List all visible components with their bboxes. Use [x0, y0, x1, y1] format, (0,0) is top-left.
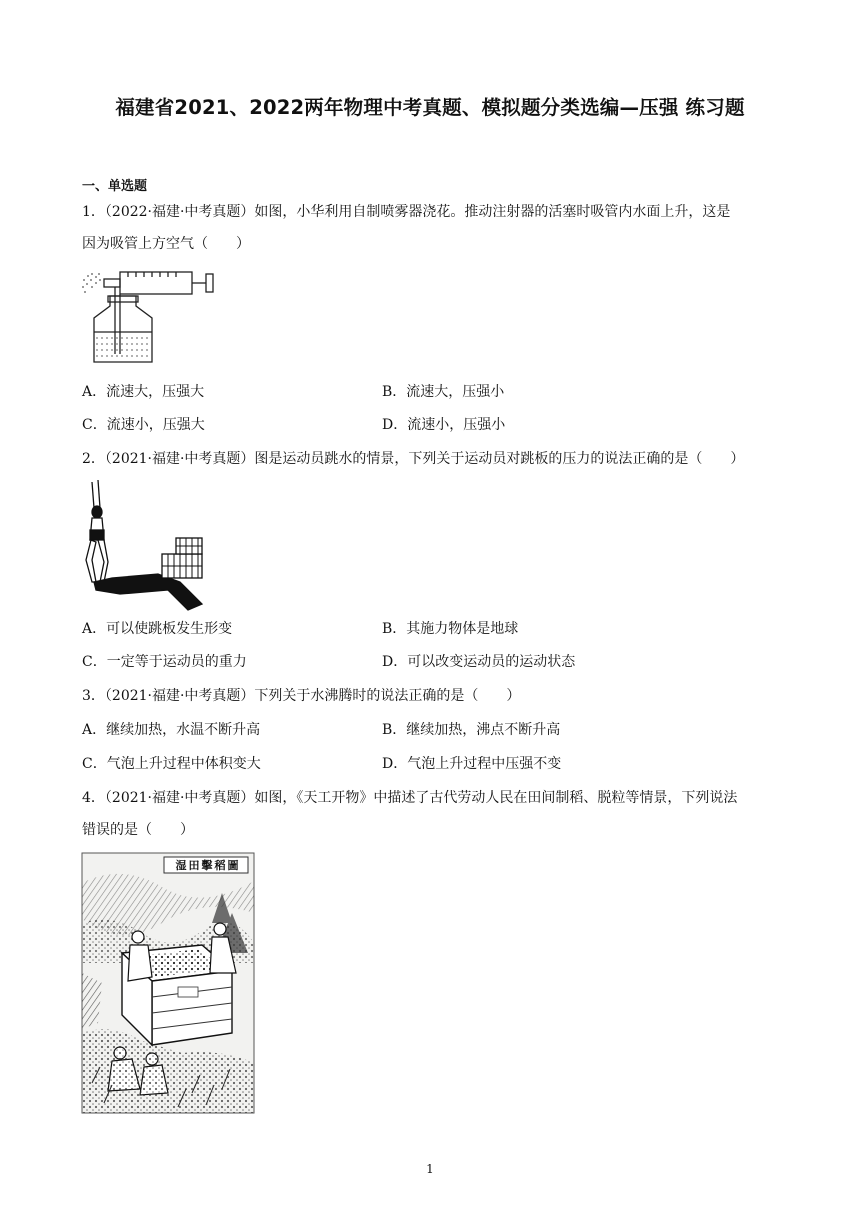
- q1-option-a: A．流速大，压强大: [82, 384, 205, 400]
- tiangong-kaiwu-illustration: [82, 853, 254, 1113]
- illustration-caption: 湿田擊稻圖: [175, 859, 241, 872]
- q2-option-c: C．一定等于运动员的重力: [82, 654, 247, 670]
- q4-stem-line2: 错误的是（ ）: [82, 822, 194, 838]
- page-title: 福建省2021、2022两年物理中考真题、模拟题分类选编—压强 练习题: [115, 96, 745, 119]
- q1-option-c: C．流速小，压强大: [82, 417, 205, 433]
- q1-option-d: D．流速小，压强小: [382, 417, 506, 433]
- q2-stem-line1: 2．（2021·福建·中考真题）图是运动员跳水的情景，下列关于运动员对跳板的压力的说法正确的是（ ）: [82, 451, 745, 467]
- q1-stem-line1: 1．（2022·福建·中考真题）如图，小华利用自制喷雾器浇花。推动注射器的活塞时吸管内水面上升，这是: [82, 204, 731, 220]
- q2-option-a: A．可以使跳板发生形变: [82, 621, 233, 637]
- q1-option-b: B．流速大，压强小: [382, 384, 505, 400]
- q2-option-d: D．可以改变运动员的运动状态: [382, 654, 576, 670]
- q1-stem-line2: 因为吸管上方空气（ ）: [82, 236, 250, 252]
- q4-stem-line1: 4．（2021·福建·中考真题）如图，《天工开物》中描述了古代劳动人民在田间制稻、脱粒等情景，下列说法: [82, 790, 738, 806]
- diver-figure: [80, 478, 210, 612]
- page-number: 1: [426, 1162, 434, 1176]
- q3-stem-line1: 3．（2021·福建·中考真题）下列关于水沸腾时的说法正确的是（ ）: [82, 688, 521, 704]
- sprayer-figure: [80, 266, 220, 366]
- q3-option-c: C．气泡上升过程中体积变大: [82, 756, 261, 772]
- q3-option-a: A．继续加热，水温不断升高: [82, 722, 261, 738]
- q3-option-d: D．气泡上升过程中压强不变: [382, 756, 562, 772]
- section-heading: 一、单选题: [82, 179, 148, 194]
- q2-option-b: B．其施力物体是地球: [382, 621, 519, 637]
- q3-option-b: B．继续加热，沸点不断升高: [382, 722, 561, 738]
